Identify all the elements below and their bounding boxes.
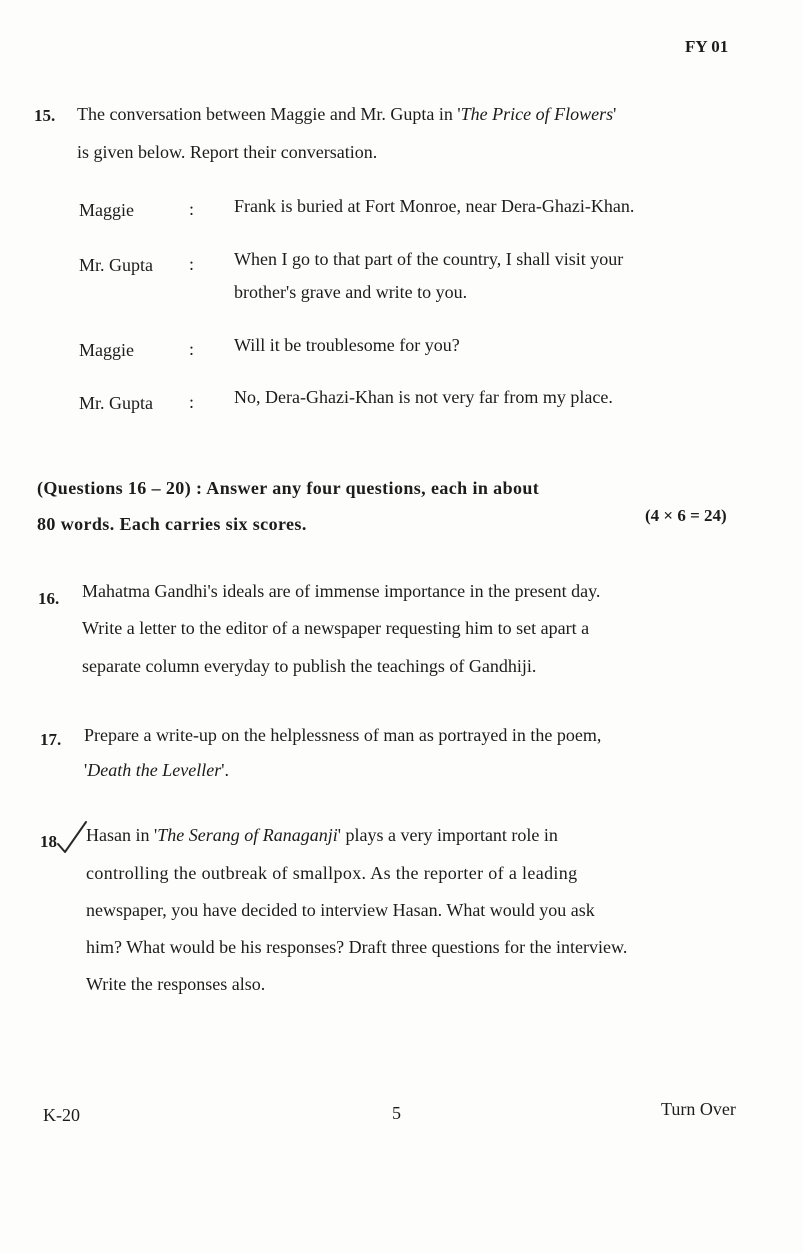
dialogue-speaker: Mr. Gupta xyxy=(79,393,153,413)
question-18-text: ' plays a very important role in xyxy=(337,825,558,845)
question-15-intro-line2: is given below. Report their conversation. xyxy=(77,142,378,162)
dialogue-line: No, Dera-Ghazi-Khan is not very far from my place. xyxy=(234,387,613,407)
dialogue-line-continued: brother's grave and write to you. xyxy=(234,282,468,302)
question-18-line: newspaper, you have decided to interview Hasan. What would you ask xyxy=(86,900,595,920)
tick-mark-icon xyxy=(56,818,90,858)
story-title-price-of-flowers: The Price of Flowers xyxy=(460,104,614,124)
dialogue-colon: : xyxy=(189,199,195,219)
question-18-line xyxy=(86,817,558,854)
question-18-line: controlling the outbreak of smallpox. As the reporter of a leading xyxy=(86,863,578,883)
question-16-line: Write a letter to the editor of a newspaper requesting him to set apart a xyxy=(82,618,590,638)
question-18-line: Write the responses also. xyxy=(86,974,266,994)
paper-code: FY 01 xyxy=(685,37,729,56)
question-15-intro-quote: ' xyxy=(613,104,617,124)
dialogue-line: Frank is buried at Fort Monroe, near Dera-Ghazi-Khan. xyxy=(234,196,635,216)
poem-title-death-the-leveller: Death the Leveller xyxy=(87,760,222,780)
question-16-line: Mahatma Gandhi's ideals are of immense importance in the present day. xyxy=(82,581,601,601)
question-15-intro xyxy=(77,96,616,133)
dialogue-speaker: Mr. Gupta xyxy=(79,255,153,275)
question-17-line: Prepare a write-up on the helplessness of man as portrayed in the poem, xyxy=(84,725,602,745)
marks-allocation: (4 × 6 = 24) xyxy=(645,506,727,525)
poem-quote-open: ' xyxy=(84,760,88,780)
dialogue-speaker: Maggie xyxy=(79,200,134,220)
dialogue-colon: : xyxy=(189,392,195,412)
question-15-intro-text: The conversation between Maggie and Mr. Gupta in ' xyxy=(77,104,461,124)
section-instructions: (Questions 16 – 20) : Answer any four questions, each in about xyxy=(37,478,540,498)
dialogue-speaker: Maggie xyxy=(79,340,134,360)
question-number-18: 18 xyxy=(40,832,57,851)
question-18-text: Hasan in ' xyxy=(86,825,158,845)
story-title-serang-of-ranaganji: The Serang of Ranaganji xyxy=(157,825,338,845)
turn-over-label: Turn Over xyxy=(661,1099,736,1119)
footer-code: K-20 xyxy=(43,1105,80,1125)
question-number-15: 15. xyxy=(34,106,56,125)
dialogue-colon: : xyxy=(189,339,195,359)
question-16-line: separate column everyday to publish the teachings of Gandhiji. xyxy=(82,656,537,676)
section-instructions-line2: 80 words. Each carries six scores. xyxy=(37,514,307,534)
page-number: 5 xyxy=(392,1103,401,1123)
poem-quote-close: '. xyxy=(221,760,229,780)
question-17-poem xyxy=(84,752,229,789)
dialogue-line: Will it be troublesome for you? xyxy=(234,335,460,355)
question-number-16: 16. xyxy=(38,589,60,608)
dialogue-line: When I go to that part of the country, I shall visit your xyxy=(234,249,624,269)
dialogue-colon: : xyxy=(189,254,195,274)
question-18-line: him? What would be his responses? Draft three questions for the interview. xyxy=(86,937,628,957)
question-number-17: 17. xyxy=(40,730,62,749)
